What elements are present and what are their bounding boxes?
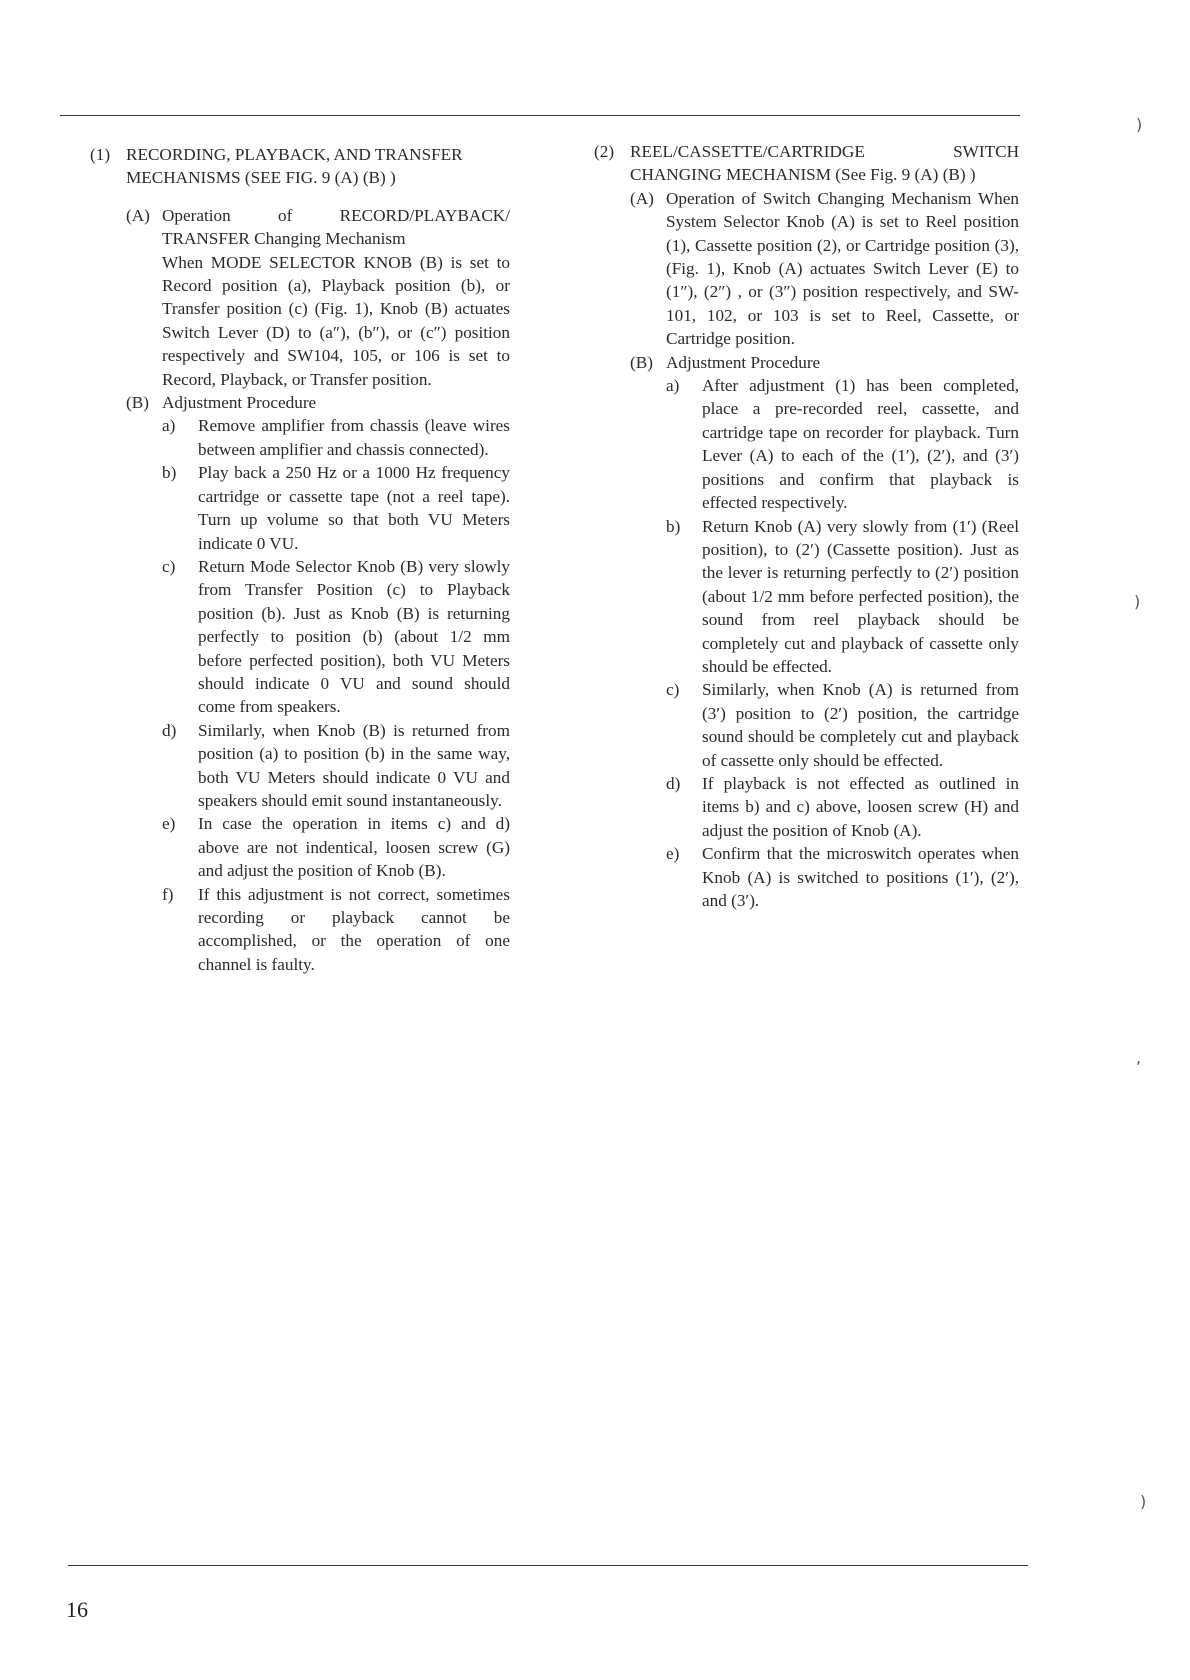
list-item <box>162 555 510 719</box>
subsection-label: (B) <box>126 393 149 413</box>
item-label: d) <box>162 720 177 740</box>
list-item <box>162 414 510 461</box>
subsection-heading: Adjustment Procedure <box>162 393 317 413</box>
item-label: c) <box>666 680 680 700</box>
item-text: Similarly, when Knob (B) is returned from position (a) to position (b) in the same way, both VU Meters should indicate 0 VU and speakers should emit sound instantaneously. <box>198 720 510 810</box>
section-1 <box>90 143 510 190</box>
item-text: Similarly, when Knob (A) is returned from (3′) position to (2′) position, the cartridge sound should be completely cut and playback of cassette only should be effected. <box>702 680 1019 770</box>
section-number: (2) <box>594 142 615 161</box>
subsection-b <box>126 391 510 976</box>
list-item <box>162 719 510 813</box>
section-2 <box>594 140 1019 187</box>
subsection-a <box>126 204 510 391</box>
subsection-heading: Adjustment Procedure <box>666 352 821 372</box>
subsection-label: (B) <box>630 352 653 372</box>
item-label: b) <box>162 463 177 483</box>
procedure-list <box>666 374 1019 912</box>
subsection-heading: Operation of RECORD/PLAYBACK/ TRANSFER Changing Mechanism <box>162 205 510 249</box>
list-item <box>666 374 1019 514</box>
scan-mark: ) <box>1140 1492 1147 1511</box>
item-text: Return Mode Selector Knob (B) very slowly from Transfer Position (c) to Playback position (b). Just as Knob (B) is returning perfectly to position (b) (about 1/2 mm before perfected position), both VU Meters should indicate 0 VU and sound should come from speakers. <box>198 556 510 717</box>
section-number: (1) <box>90 145 111 164</box>
list-item <box>162 883 510 977</box>
item-label: e) <box>666 844 680 864</box>
section-title: REEL/CASSETTE/CARTRIDGE SWITCH CHANGING MECHANISM (See Fig. 9 (A) (B) ) <box>630 142 1019 185</box>
item-text: Play back a 250 Hz or a 1000 Hz frequency cartridge or cassette tape (not a reel tape). Turn up volume so that both VU Meters indicate 0 VU. <box>198 463 510 553</box>
item-label: c) <box>162 556 176 576</box>
scan-mark: , <box>1136 1048 1142 1067</box>
list-item <box>666 772 1019 842</box>
list-item <box>162 812 510 882</box>
list-item <box>666 678 1019 772</box>
item-label: a) <box>666 376 680 396</box>
item-text: If playback is not effected as outlined in items b) and c) above, loosen screw (H) and adjust the position of Knob (A). <box>702 773 1019 840</box>
scan-mark: ) <box>1136 115 1143 134</box>
list-item <box>666 842 1019 912</box>
right-column <box>594 140 1019 912</box>
subsection-text: Operation of Switch Changing Mechanism When System Selector Knob (A) is set to Reel position (1), Cassette position (2), or Cartridge position (3), (Fig. 1), Knob (A) actuates Switch Lever (E) to (1″), (2″) , or (3″) position respectively, and SW-101, 102, or 103 is set to Reel, Cassette, or Cartridge position. <box>666 188 1019 349</box>
subsection-text: When MODE SELECTOR KNOB (B) is set to Record position (a), Playback position (b), or Transfer position (c) (Fig. 1), Knob (B) actuates Switch Lever (D) to (a″), (b″), or (c″) position respectively and SW104, 105, or 106 is set to Record, Playback, or Transfer position. <box>162 252 510 389</box>
subsection-b <box>630 351 1019 913</box>
top-rule <box>60 115 1020 116</box>
procedure-list <box>162 414 510 976</box>
list-item <box>666 515 1019 679</box>
item-text: Confirm that the microswitch operates when Knob (A) is switched to positions (1′), (2′), and (3′). <box>702 844 1019 910</box>
scan-mark: ) <box>1134 592 1141 611</box>
subsection-label: (A) <box>630 188 654 208</box>
section-title: RECORDING, PLAYBACK, AND TRANSFER MECHANISMS (SEE FIG. 9 (A) (B) ) <box>126 145 463 188</box>
item-label: e) <box>162 814 176 834</box>
subsection-a <box>630 187 1019 351</box>
page-number: 16 <box>66 1597 88 1622</box>
item-label: f) <box>162 884 174 904</box>
item-label: b) <box>666 516 681 536</box>
item-text: Return Knob (A) very slowly from (1′) (Reel position), to (2′) (Cassette position). Just as the lever is returning perfectly to (2′) position (about 1/2 mm before perfected position), the sound from reel playback should be completely cut and playback of cassette only should be effected. <box>702 516 1019 676</box>
item-label: a) <box>162 416 176 436</box>
item-text: Remove amplifier from chassis (leave wires between amplifier and chassis connected). <box>198 416 510 459</box>
item-text: In case the operation in items c) and d) above are not indentical, loosen screw (G) and adjust the position of Knob (B). <box>198 814 510 881</box>
left-column <box>90 143 510 976</box>
subsection-label: (A) <box>126 205 150 225</box>
list-item <box>162 461 510 555</box>
item-text: If this adjustment is not correct, sometimes recording or playback cannot be accomplished, or the operation of one channel is faulty. <box>198 884 510 974</box>
item-text: After adjustment (1) has been completed, place a pre-recorded reel, cassette, and cartridge tape on recorder for playback. Turn Lever (A) to each of the (1′), (2′), and (3′) positions and confirm that playback is effected respectively. <box>702 376 1019 513</box>
bottom-rule <box>68 1565 1028 1566</box>
item-label: d) <box>666 773 681 793</box>
